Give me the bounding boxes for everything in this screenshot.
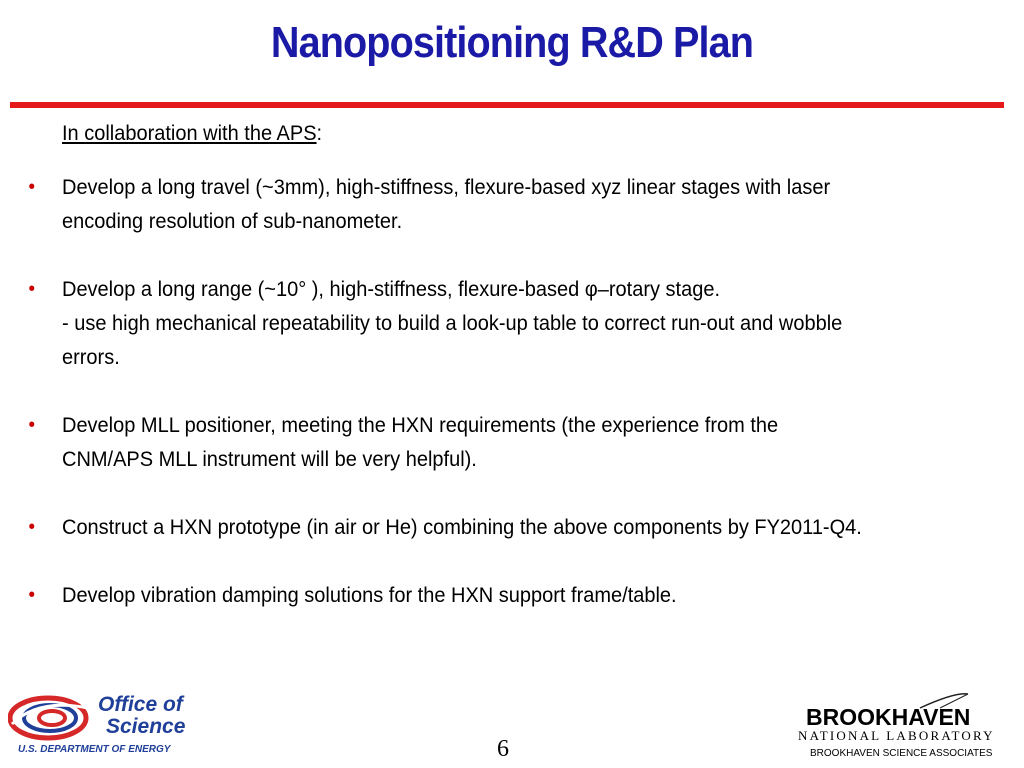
bullet-marker: • — [28, 584, 36, 606]
doe-swirl-icon — [8, 694, 94, 744]
bullet-text-line: Develop a long travel (~3mm), high-stiffness, flexure-based xyz linear stages with laser — [62, 175, 831, 199]
bullet-item — [28, 272, 946, 374]
page-number: 6 — [497, 736, 509, 762]
doe-subtitle: U.S. DEPARTMENT OF ENERGY — [18, 744, 171, 755]
brookhaven-science-associates-text: BROOKHAVEN SCIENCE ASSOCIATES — [810, 748, 993, 759]
bullet-item — [28, 170, 946, 238]
title-divider — [10, 102, 1004, 108]
bullet-list — [28, 170, 946, 612]
office-of-science-logo — [8, 690, 208, 760]
slide-body — [28, 116, 946, 612]
logo-line-office: Office of — [98, 693, 183, 716]
bullet-marker: • — [28, 176, 36, 198]
bullet-text-line: Construct a HXN prototype (in air or He) combining the above components by FY2011-Q4. — [62, 515, 862, 539]
logo-line-science: Science — [106, 715, 186, 738]
brookhaven-wordmark: BROOKHAVEN — [806, 704, 971, 730]
bullet-marker: • — [28, 516, 36, 538]
bullet-text-line: encoding resolution of sub-nanometer. — [62, 209, 403, 233]
intro-line — [62, 116, 946, 150]
intro-suffix: : — [316, 121, 323, 145]
bullet-item — [28, 578, 946, 612]
intro-underlined: In collaboration with the APS — [62, 121, 317, 145]
bullet-item — [28, 510, 946, 544]
bullet-text-line: errors. — [62, 345, 120, 369]
brookhaven-logo — [790, 690, 1015, 764]
bullet-item — [28, 408, 946, 476]
bullet-text-line: Develop MLL positioner, meeting the HXN requirements (the experience from the — [62, 413, 779, 437]
office-of-science-wordmark — [98, 694, 185, 738]
bullet-marker: • — [28, 278, 36, 300]
bullet-text-line: Develop vibration damping solutions for the HXN support frame/table. — [62, 583, 677, 607]
bullet-text-line: CNM/APS MLL instrument will be very helpful). — [62, 447, 477, 471]
bullet-text-line: - use high mechanical repeatability to build a look-up table to correct run-out and wobble — [62, 311, 843, 335]
slide-title: Nanopositioning R&D Plan — [270, 18, 754, 67]
bullet-text-line: Develop a long range (~10° ), high-stiffness, flexure-based φ–rotary stage. — [62, 277, 721, 301]
bullet-marker: • — [28, 414, 36, 436]
national-laboratory-text: NATIONAL LABORATORY — [798, 728, 995, 743]
